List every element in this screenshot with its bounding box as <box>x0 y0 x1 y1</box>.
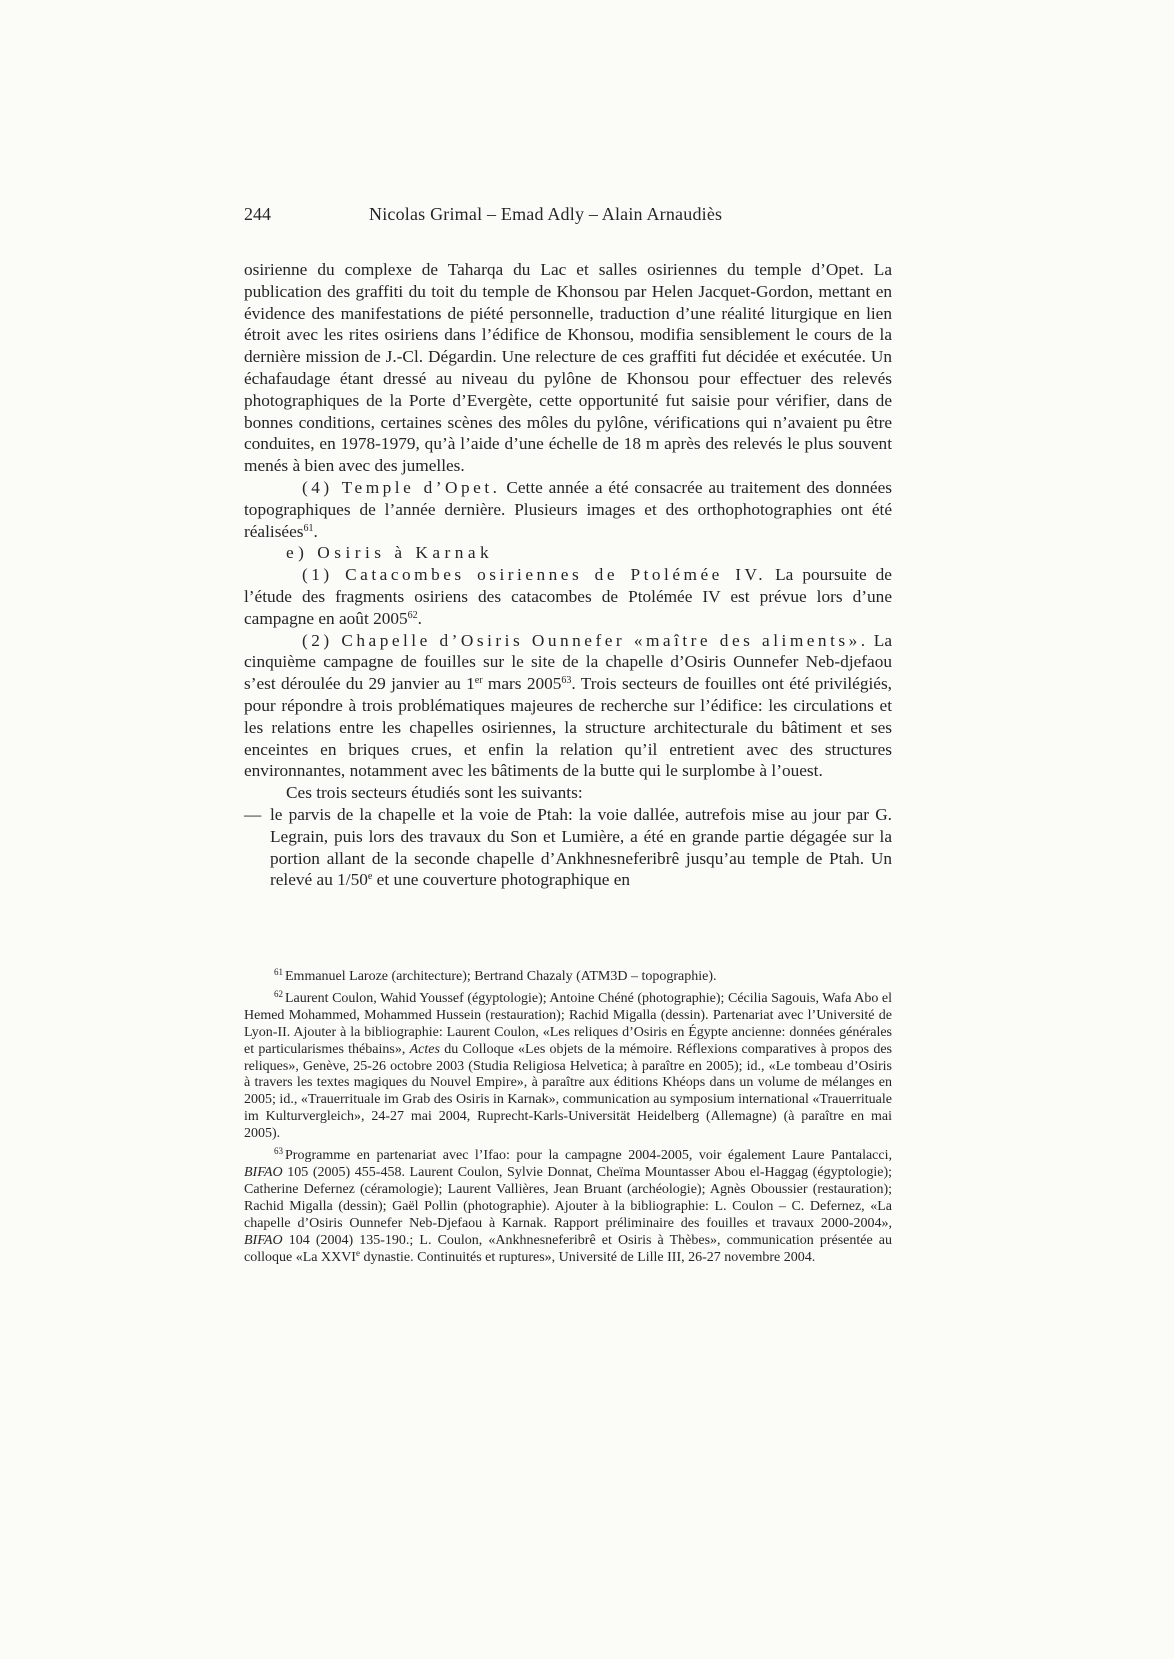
footnotes <box>244 964 892 1266</box>
footnote-63-italic-1: BIFAO <box>244 1164 283 1180</box>
footnote-63-text-a: Programme en partenariat avec l’Ifao: pour la campagne 2004-2005, voir également Laure Pantalacci, <box>285 1148 892 1164</box>
footnote-63-text-d: dynastie. Continuités et ruptures», Université de Lille III, 26-27 novembre 2004. <box>359 1249 816 1265</box>
section-heading-osiris-karnak-text: e) Osiris à Karnak <box>286 543 494 563</box>
footnote-mark-61: 61 <box>274 967 283 977</box>
footnote-63 <box>244 1143 892 1266</box>
running-header <box>244 204 894 234</box>
ordinal-superscript-list: e <box>367 871 373 883</box>
paragraph-chapelle-text-b: mars 2005 <box>482 674 562 694</box>
list-item-parvis-text-b: et une couverture photographique en <box>372 870 631 890</box>
paragraph-catacombes-text: La poursuite de l’étude des fragments osiriens des catacombes de Ptolémée IV est prévue lors d’une campagne en août 2005 <box>244 565 892 628</box>
list-item-parvis <box>244 804 892 891</box>
footnote-ref-63[interactable]: 63 <box>561 675 572 687</box>
footnote-62-text-b: du Colloque «Les objets de la mémoire. Réflexions comparatives à propos des reliques», Genève, 25-26 octobre 2003 (Studia Religiosa Helvetica; à paraître en 2005); id., «Le tombeau d’Osiris à travers les textes magiques du Nouvel Empire», à paraître aux éditions Khéops dans un volume de mélanges en 2005; id., «Trauerrituale im Grab des Osiris in Karnak», communication au symposium international «Trauerrituale im Kulturvergleich», 24-27 mai 2004, Ruprecht-Karls-Universität Heidelberg (Allemagne) (à paraître en mai 2005). <box>244 1041 892 1142</box>
footnote-62-italic: Actes <box>409 1041 440 1057</box>
footnote-61 <box>244 964 892 986</box>
list-item-parvis-text-a: le parvis de la chapelle et la voie de Ptah: la voie dallée, autrefois mise au jour par G. Legrain, puis lors des travaux du Son et Lumière, a été en grande partie dégagée sur la portion allant de la seconde chapelle d’Ankhnesneferibrê jusqu’au temple de Ptah. Un relevé au 1/50 <box>270 804 892 890</box>
footnote-63-text-c: 104 (2004) 135-190.; L. Coulon, «Ankhnesneferibrê et Osiris à Thèbes», communication présentée au colloque «La XXVI <box>244 1232 892 1265</box>
paragraph-temple-opet-text: Cette année a été consacrée au traitement des données topographiques de l’année dernière. Plusieurs images et des orthophotographies ont été réalisées <box>244 477 892 541</box>
list-dash: — <box>244 804 262 824</box>
paragraph-temple-opet: (4) Temple d’Opet. Cette année a été consacrée au traitement des données topographiques de l’année dernière. Plusieurs images et des orthophotographies ont été réalisées$^{61}$. <box>244 477 892 541</box>
footnote-62 <box>244 986 892 1143</box>
paragraph-continuation: osirienne du complexe de Taharqa du Lac et salles osiriennes du temple d’Opet. La publication des graffiti du toit du temple de Khonsou par Helen Jacquet-Gordon, mettant en évidence des manifestations de piété personnelle, traduction d’une réalité liturgique en lien étroit avec les rites osiriens dans l’édifice de Khonsou, modifia sensiblement le cours de la dernière mission de J.-Cl. Dégardin. Une relecture de ces graffiti fut décidée et exécutée. Un échafaudage étant dressé au niveau du pylône de Khonsou pour effectuer des relevés photographiques de la Porte d’Evergète, cette opportunité fut saisie pour vérifier, dans de bonnes conditions, certaines scènes des môles du pylône, vérifications qui n’avaient pu être conduites, en 1978-1979, qu’à l’aide d’une échelle de 18 m après des relevés le plus souvent menés à bien avec des jumelles. <box>244 260 892 476</box>
body-text <box>244 259 892 891</box>
paragraph-chapelle-text-c: . Trois secteurs de fouilles ont été privilégiés, pour répondre à trois problématiques majeures de recherche sur l’édifice: les circulations et les relations entre les chapelles osiriennes, la structure architecturale du bâtiment et ses enceintes en briques crues, et enfin la relation qu’il entretient avec des structures environnantes, notamment avec les bâtiments de la butte qui le surplombe à l’ouest. <box>244 674 892 781</box>
ordinal-superscript: er <box>474 675 483 687</box>
footnote-63-italic-2: BIFAO <box>244 1232 283 1248</box>
footnote-63-text-b: 105 (2005) 455-458. Laurent Coulon, Sylvie Donnat, Cheïma Mountasser Abou el-Haggag (égyptologie); Catherine Defernez (céramologie); Laurent Vallières, Jean Bruant (archéologie); Agnès Oboussier (restauration); Rachid Migalla (dessin); Gaël Pollin (photographie). Ajouter à la bibliographie: L. Coulon – C. Defernez, «La chapelle d’Osiris Ounnefer Neb-Djefaou à Karnak. Rapport préliminaire des fouilles et travaux 2000-2004», <box>244 1164 892 1231</box>
section-heading-temple-opet: (4) Temple d’Opet. <box>302 477 501 497</box>
footnote-ref-61[interactable]: 61 <box>303 522 314 534</box>
footnote-ref-62[interactable]: 62 <box>407 609 418 621</box>
paragraph-chapelle-text-a: La cinquième campagne de fouilles sur le site de la chapelle d’Osiris Ounnefer Neb-djefaou s’est déroulée du 29 janvier au 1 <box>244 630 892 694</box>
paragraph-chapelle-osiris <box>244 630 892 783</box>
footnote-mark-62: 62 <box>274 988 283 999</box>
footnote-mark-63: 63 <box>274 1146 283 1157</box>
section-heading-chapelle-osiris: (2) Chapelle d’Osiris Ounnefer «maître des aliments». <box>302 630 869 650</box>
running-head-authors: Nicolas Grimal – Emad Adly – Alain Arnaudiès <box>369 204 723 224</box>
footnote-62-text-a: Laurent Coulon, Wahid Youssef (égyptologie); Antoine Chéné (photographie); Cécilia Sagouis, Wafa Abo el Hemed Mohammed, Mohammed Hussein (restauration); Rachid Migalla (dessin). Partenariat avec l’Université de Lyon-II. Ajouter à la bibliographie: Laurent Coulon, «Les reliques d’Osiris en Égypte ancienne: données générales et particularismes thébains», <box>244 990 892 1057</box>
paragraph-catacombes: (1) Catacombes osiriennes de Ptolémée IV. La poursuite de l’étude des fragments osiriens des catacombes de Ptolémée IV est prévue lors d’une campagne en août 2005$^{62}$. <box>244 565 892 628</box>
section-heading-osiris-karnak <box>244 542 892 564</box>
ordinal-superscript-footnote: e <box>355 1247 360 1258</box>
paragraph-secteurs-intro: Ces trois secteurs étudiés sont les suivants: <box>286 783 583 803</box>
section-heading-catacombes: (1) Catacombes osiriennes de Ptolémée IV. <box>302 565 767 585</box>
page-number: 244 <box>244 204 271 224</box>
footnote-61-text: Emmanuel Laroze (architecture); Bertrand Chazaly (ATM3D – topographie). <box>285 969 717 984</box>
